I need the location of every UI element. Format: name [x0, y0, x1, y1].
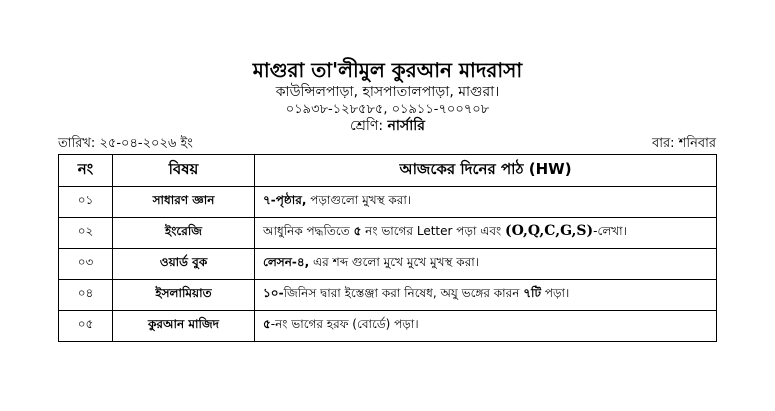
- row-subject: কুরআন মাজিদ: [113, 311, 255, 342]
- homework-emphasis: ৫: [353, 224, 362, 238]
- row-serial: ০৪: [59, 280, 113, 311]
- row-serial: ০৫: [59, 311, 113, 342]
- day-label: বার: শনিবার: [652, 136, 716, 151]
- table-row: [59, 249, 717, 280]
- row-homework: [255, 249, 717, 280]
- homework-text: জিনিস দ্বারা ইস্তেঞ্জা করা নিষেধ, অযু ভঙ্গের কারন: [283, 286, 524, 300]
- table-row: [59, 218, 717, 249]
- homework-emphasis: (O,Q,C,G,S): [505, 223, 594, 239]
- table-row: [59, 280, 717, 311]
- row-serial: ০২: [59, 218, 113, 249]
- row-homework: [255, 311, 717, 342]
- row-subject: ইংরেজি: [113, 218, 255, 249]
- row-homework: [255, 218, 717, 249]
- homework-table: [58, 154, 717, 342]
- homework-emphasis: ৭-পৃষ্ঠার,: [263, 193, 307, 207]
- row-subject: সাধারণ জ্ঞান: [113, 187, 255, 218]
- school-name: মাগুরা তা'লীমুল কুরআন মাদরাসা: [252, 58, 523, 82]
- row-serial: ০৩: [59, 249, 113, 280]
- class-line: [0, 117, 775, 135]
- homework-text: -লেখা।: [593, 224, 627, 238]
- homework-text: পড়াগুলো মুখস্থ করা।: [306, 193, 412, 207]
- table-row: [59, 311, 717, 342]
- school-phones: ০১৯৩৮-১২৮৫৮৫, ০১৯১১-৭০০৭০৮: [285, 102, 490, 117]
- homework-text: পড়া।: [541, 286, 570, 300]
- homework-emphasis: ৭টি: [523, 286, 542, 300]
- date-label: তারিখ: ২৫-০৪-২০২৬ ইং: [58, 136, 193, 151]
- row-serial: ০১: [59, 187, 113, 218]
- homework-emphasis: ৫: [263, 317, 271, 331]
- row-homework: [255, 187, 717, 218]
- homework-text: -নং ভাগের হরফ (বোর্ডে) পড়া।: [270, 317, 419, 331]
- school-address: কাউন্সিলপাড়া, হাসপাতালপাড়া, মাগুরা।: [275, 84, 500, 100]
- homework-emphasis: লেসন-৪,: [263, 255, 310, 269]
- header-serial: নং: [59, 155, 113, 187]
- homework-text: এর শব্দ গুলো মুখে মুখে মুখস্থ করা।: [309, 255, 480, 269]
- class-label: শ্রেণি:: [350, 118, 384, 134]
- class-value: নার্সারি: [387, 118, 425, 134]
- homework-text: নং ভাগের Letter পড়া এবং: [361, 224, 506, 238]
- homework-emphasis: ১০-: [263, 286, 284, 300]
- row-subject: ওয়ার্ড বুক: [113, 249, 255, 280]
- table-row: [59, 187, 717, 218]
- table-header-row: [59, 155, 717, 187]
- row-homework: [255, 280, 717, 311]
- homework-text: আধুনিক পদ্ধতিতে: [263, 224, 354, 238]
- header-subject: বিষয়: [113, 155, 255, 187]
- row-subject: ইসলামিয়াত: [113, 280, 255, 311]
- header-homework: আজকের দিনের পাঠ (HW): [255, 155, 717, 187]
